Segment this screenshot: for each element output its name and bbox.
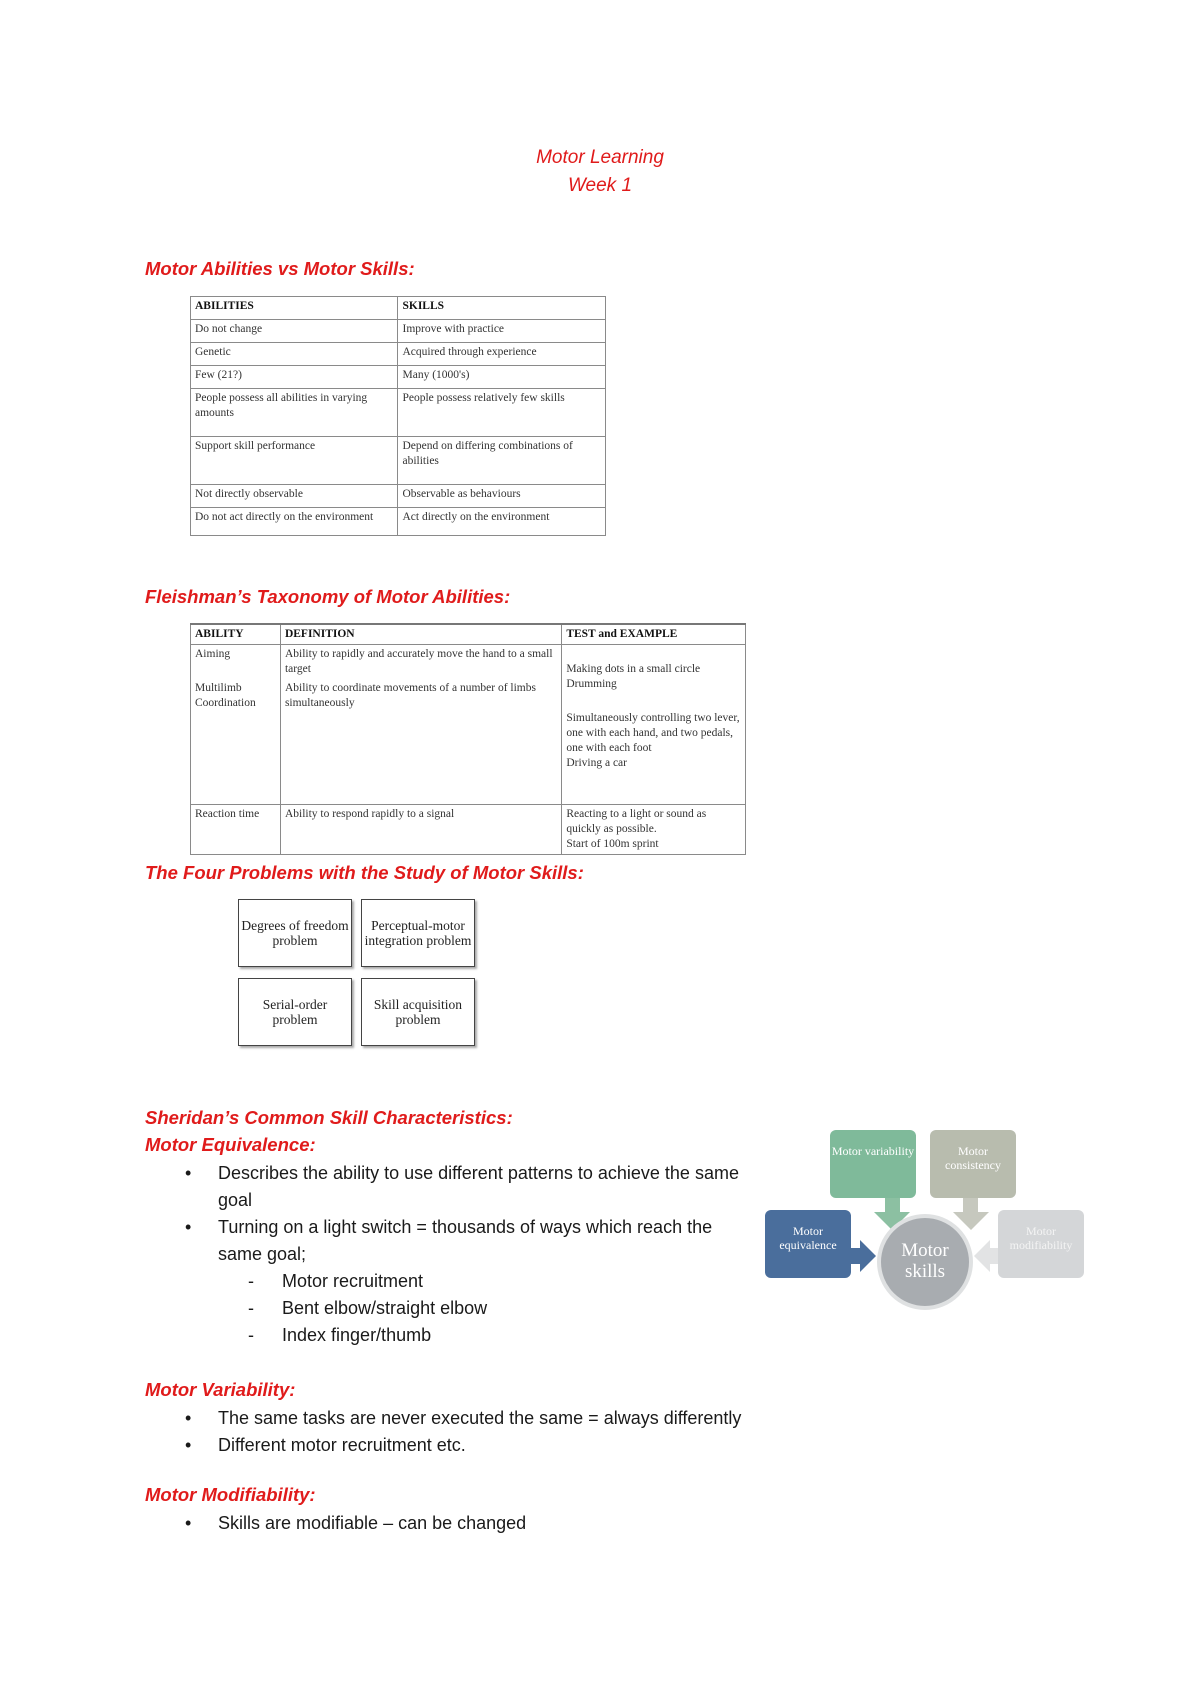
heading-fleishman: Fleishman’s Taxonomy of Motor Abilities: bbox=[145, 586, 511, 607]
table-row bbox=[191, 366, 606, 389]
modifiability-list bbox=[145, 1510, 1045, 1537]
list-item: • Different motor recruitment etc. bbox=[145, 1432, 1045, 1459]
table-cell: People possess all abilities in varying amounts bbox=[191, 389, 398, 437]
table-cell: Observable as behaviours bbox=[398, 485, 606, 508]
list-item: • Turning on a light switch = thousands of ways which reach the same goal; bbox=[145, 1214, 745, 1268]
node-motor-modifiability: Motor modifiability bbox=[998, 1210, 1084, 1278]
list-item: • Describes the ability to use different patterns to achieve the same goal bbox=[145, 1160, 745, 1214]
table-header: ABILITY bbox=[191, 624, 281, 645]
heading-abilities-vs-skills: Motor Abilities vs Motor Skills: bbox=[145, 258, 415, 279]
motor-skills-diagram bbox=[760, 1130, 1090, 1330]
table-header: DEFINITION bbox=[280, 624, 561, 645]
problem-box: Degrees of freedom problem bbox=[238, 899, 352, 967]
node-motor-consistency: Motor consistency bbox=[930, 1130, 1016, 1198]
table-cell: Improve with practice bbox=[398, 320, 606, 343]
page-title: Motor Learning bbox=[536, 147, 664, 168]
arrow-icon bbox=[953, 1198, 989, 1230]
table-row bbox=[191, 343, 606, 366]
example-aiming: Making dots in a small circle Drumming bbox=[566, 663, 701, 690]
heading-four-problems: The Four Problems with the Study of Motor Skills: bbox=[145, 862, 584, 883]
equivalence-list bbox=[145, 1160, 745, 1349]
table-header: ABILITIES bbox=[191, 297, 398, 320]
table-cell: Not directly observable bbox=[191, 485, 398, 508]
ability-aiming: Aiming bbox=[195, 648, 231, 660]
list-item: - Index finger/thumb bbox=[145, 1322, 745, 1349]
table-row bbox=[191, 389, 606, 437]
table-row bbox=[191, 437, 606, 485]
table-cell: Do not act directly on the environment bbox=[191, 508, 398, 536]
table-cell: People possess relatively few skills bbox=[398, 389, 606, 437]
heading-variability: Motor Variability: bbox=[145, 1379, 296, 1400]
page-subtitle: Week 1 bbox=[567, 175, 633, 196]
table-cell bbox=[191, 645, 281, 805]
node-motor-variability: Motor variability bbox=[830, 1130, 916, 1198]
table-cell: Do not change bbox=[191, 320, 398, 343]
ability-multilimb: Multilimb Coordination bbox=[195, 682, 256, 709]
heading-sheridan: Sheridan’s Common Skill Characteristics: bbox=[145, 1107, 513, 1128]
list-item: • The same tasks are never executed the same = always differently bbox=[145, 1405, 1045, 1432]
variability-list bbox=[145, 1405, 1045, 1459]
table-cell: Many (1000's) bbox=[398, 366, 606, 389]
problem-box: Perceptual-motor integration problem bbox=[361, 899, 475, 967]
list-item: - Motor recruitment bbox=[145, 1268, 745, 1295]
abilities-skills-table bbox=[190, 296, 606, 536]
table-cell: Reaction time bbox=[191, 805, 281, 855]
table-cell: Ability to respond rapidly to a signal bbox=[280, 805, 561, 855]
heading-equivalence: Motor Equivalence: bbox=[145, 1134, 316, 1155]
arrow-icon bbox=[848, 1240, 876, 1272]
problem-box: Skill acquisition problem bbox=[361, 978, 475, 1046]
table-cell: Support skill performance bbox=[191, 437, 398, 485]
table-row bbox=[191, 485, 606, 508]
table-cell: Depend on differing combinations of abilities bbox=[398, 437, 606, 485]
heading-modifiability: Motor Modifiability: bbox=[145, 1484, 316, 1505]
definition-multilimb: Ability to coordinate movements of a number of limbs simultaneously bbox=[284, 682, 536, 709]
table-row bbox=[191, 508, 606, 536]
table-row bbox=[191, 645, 746, 805]
node-motor-skills: Motor skills bbox=[901, 1240, 949, 1282]
table-cell bbox=[280, 645, 561, 805]
table-cell: Act directly on the environment bbox=[398, 508, 606, 536]
problem-box: Serial-order problem bbox=[238, 978, 352, 1046]
table-cell: Acquired through experience bbox=[398, 343, 606, 366]
list-item: • Skills are modifiable – can be changed bbox=[145, 1510, 1045, 1537]
table-header: SKILLS bbox=[398, 297, 606, 320]
list-item: - Bent elbow/straight elbow bbox=[145, 1295, 745, 1322]
table-cell: Reacting to a light or sound as quickly as possible. Start of 100m sprint bbox=[562, 805, 746, 855]
table-header: TEST and EXAMPLE bbox=[562, 624, 746, 645]
table-cell: Genetic bbox=[191, 343, 398, 366]
table-row bbox=[191, 805, 746, 855]
table-cell: Few (21?) bbox=[191, 366, 398, 389]
table-row bbox=[191, 320, 606, 343]
table-cell bbox=[562, 645, 746, 805]
example-multilimb: Simultaneously controlling two lever, one with each hand, and two pedals, one with each foot Driving a car bbox=[566, 712, 740, 769]
definition-aiming: Ability to rapidly and accurately move the hand to a small target bbox=[284, 648, 553, 675]
node-motor-equivalence: Motor equivalence bbox=[765, 1210, 851, 1278]
fleishman-table bbox=[190, 623, 746, 855]
